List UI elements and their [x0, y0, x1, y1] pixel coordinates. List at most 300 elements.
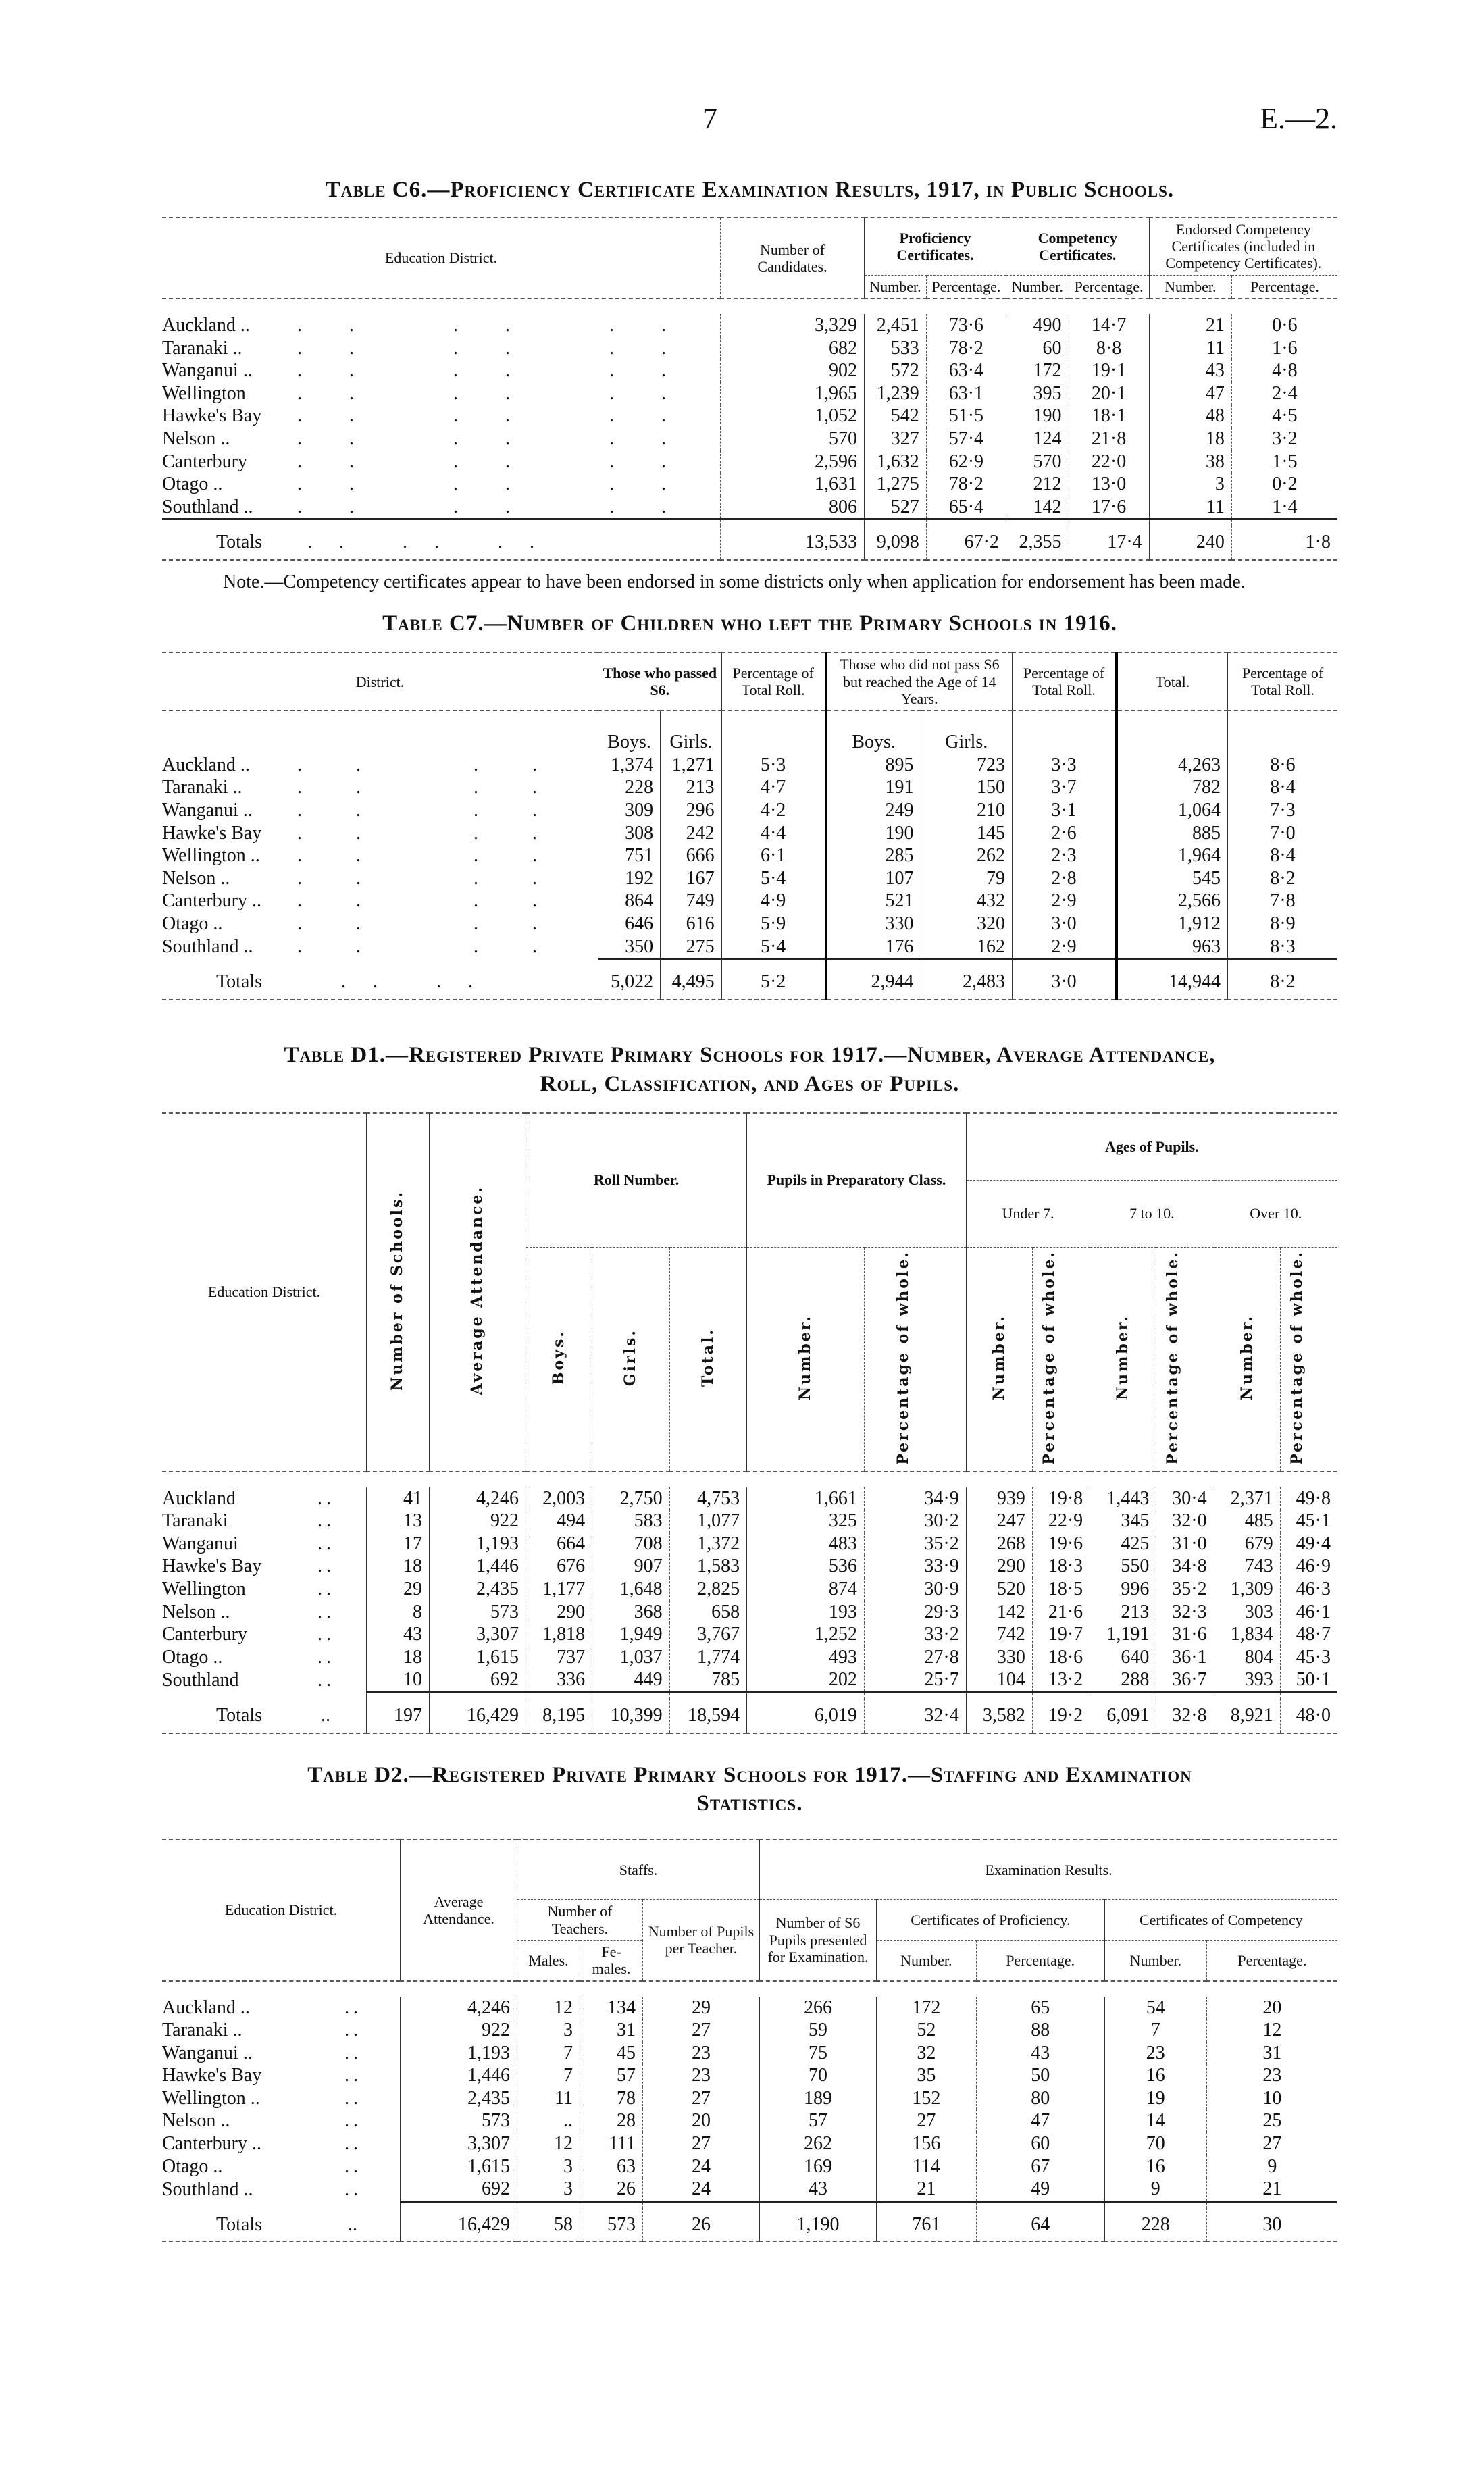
table-row	[162, 1533, 1337, 1556]
candidates-cell: 682	[721, 337, 865, 360]
prof-number-cell: 21	[877, 2178, 977, 2201]
prof-percentage-cell: 62·9	[926, 451, 1006, 473]
s6-presented-cell: 59	[760, 2019, 877, 2042]
total-females: 573	[580, 2208, 643, 2242]
prof-number-cell: 533	[865, 337, 927, 360]
7to10-pct-cell: 31·0	[1156, 1533, 1214, 1556]
passed-girls-cell: 749	[661, 890, 721, 913]
district-name: Canterbury	[162, 1624, 247, 1645]
comp-number-cell: 19	[1104, 2087, 1206, 2110]
notpassed-girls-cell: 723	[921, 754, 1012, 777]
header-7to10-number: Number.	[1114, 1314, 1132, 1400]
7to10-number-cell: 345	[1090, 1510, 1156, 1533]
comp-percentage-cell: 14·7	[1069, 314, 1149, 337]
table-d2-totals-row	[162, 2208, 1337, 2242]
leader-dots: .. .. ..	[297, 337, 713, 359]
over10-pct-cell: 48·7	[1280, 1623, 1337, 1646]
boys-cell: 737	[526, 1646, 592, 1669]
leader-dots: ..	[317, 1487, 335, 1509]
7to10-pct-cell: 32·3	[1156, 1601, 1214, 1624]
total-children-pct: 8·2	[1228, 965, 1338, 1000]
header-end-number: Number.	[1149, 275, 1231, 299]
attendance-cell: 1,615	[401, 2155, 517, 2178]
passed-boys-cell: 309	[598, 799, 661, 822]
girls-cell: 583	[592, 1510, 670, 1533]
notpassed-boys-cell: 191	[826, 776, 921, 799]
comp-percentage-cell: 20	[1206, 1997, 1337, 2020]
header-number-of-candidates: Number of Candidates.	[721, 217, 865, 299]
table-row	[162, 2178, 1337, 2201]
under7-number-cell: 330	[966, 1646, 1032, 1669]
header-roll-number: Roll Number.	[526, 1113, 747, 1248]
notpassed-girls-cell: 150	[921, 776, 1012, 799]
leader-dots: .. ..	[297, 822, 591, 844]
header-under7-pct: Percentage of whole.	[1040, 1250, 1058, 1465]
females-cell: 78	[580, 2087, 643, 2110]
comp-number-cell: 7	[1104, 2019, 1206, 2042]
table-c6	[162, 217, 1337, 561]
under7-pct-cell: 21·6	[1032, 1601, 1090, 1624]
document-page	[162, 0, 1337, 2242]
prof-number-cell: 32	[877, 2042, 977, 2065]
header-comp-number: Number.	[1006, 275, 1069, 299]
schools-cell: 41	[367, 1487, 430, 1510]
totals-label: Totals	[216, 971, 263, 993]
table-c7	[162, 652, 1337, 1000]
males-cell: ..	[517, 2109, 580, 2132]
attendance-cell: 4,246	[430, 1487, 526, 1510]
header-prof-number: Number.	[865, 275, 927, 299]
leader-dots: ..	[317, 1646, 335, 1668]
attendance-cell: 573	[401, 2109, 517, 2132]
prep-number-cell: 493	[747, 1646, 865, 1669]
district-name: Wanganui ..	[162, 360, 253, 382]
leader-dots: .. .. ..	[297, 360, 713, 382]
total-cell: 2,566	[1117, 890, 1228, 913]
notpassed-boys-cell: 895	[826, 754, 921, 777]
pupils-per-teacher-cell: 20	[643, 2109, 760, 2132]
total-cell: 1,912	[1117, 913, 1228, 935]
prof-number-cell: 327	[865, 428, 927, 451]
over10-number-cell: 679	[1214, 1533, 1280, 1556]
total-cell: 1,964	[1117, 844, 1228, 867]
total-candidates: 13,533	[721, 525, 865, 560]
comp-number-cell: 16	[1104, 2155, 1206, 2178]
schools-cell: 43	[367, 1623, 430, 1646]
table-d1-title-line1: Table D1.—Registered Private Primary Schools for 1917.—Number, Average Attendance,	[284, 1042, 1216, 1067]
notpassed-pct-cell: 2·6	[1013, 822, 1117, 845]
district-name: Southland	[162, 1670, 239, 1691]
district-name: Auckland	[162, 1487, 236, 1509]
prof-number-cell: 52	[877, 2019, 977, 2042]
passed-pct-cell: 5·4	[721, 935, 826, 959]
total-comp-percentage: 17·4	[1069, 525, 1149, 560]
end-number-cell: 11	[1149, 496, 1231, 519]
comp-percentage-cell: 27	[1206, 2132, 1337, 2155]
district-name: Canterbury	[162, 451, 247, 472]
leader-dots: .. ..	[297, 845, 591, 867]
header-preparatory-class: Pupils in Preparatory Class.	[747, 1113, 967, 1248]
7to10-pct-cell: 35·2	[1156, 1578, 1214, 1601]
header-comp-percentage: Percentage.	[1206, 1940, 1337, 1980]
s6-presented-cell: 43	[760, 2178, 877, 2201]
district-name: Wellington	[162, 1578, 246, 1599]
header-total: Total.	[698, 1327, 717, 1387]
schools-cell: 13	[367, 1510, 430, 1533]
district-name: Southland ..	[162, 2179, 253, 2201]
totals-label: Totals	[216, 532, 263, 553]
prof-number-cell: 35	[877, 2064, 977, 2087]
header-7to10-pct: Percentage of whole.	[1164, 1250, 1182, 1465]
table-c6-totals-row	[162, 525, 1337, 560]
total-cell: 885	[1117, 822, 1228, 845]
leader-dots: ..	[344, 2042, 362, 2063]
girls-cell: 1,648	[592, 1578, 670, 1601]
girls-cell: 449	[592, 1668, 670, 1692]
header-pct-total-roll-3: Percentage of Total Roll.	[1228, 652, 1338, 711]
girls-cell: 708	[592, 1533, 670, 1556]
comp-number-cell: 54	[1104, 1997, 1206, 2020]
header-females: Fe-males.	[580, 1940, 643, 1980]
table-d2-title-line2: Statistics.	[696, 1791, 803, 1816]
end-number-cell: 18	[1149, 428, 1231, 451]
candidates-cell: 806	[721, 496, 865, 519]
district-name: Otago ..	[162, 1646, 223, 1668]
leader-dots: ..	[321, 1704, 331, 1726]
table-row	[162, 1578, 1337, 1601]
end-number-cell: 48	[1149, 405, 1231, 428]
comp-number-cell: 212	[1006, 473, 1069, 496]
table-c6-note: Note.—Competency certificates appear to have been endorsed in some districts only when application for endorsement has been made.	[223, 571, 1246, 593]
total-7to10-pct: 32·8	[1156, 1699, 1214, 1733]
under7-number-cell: 268	[966, 1533, 1032, 1556]
boys-cell: 2,003	[526, 1487, 592, 1510]
passed-pct-cell: 4·2	[721, 799, 826, 822]
prof-number-cell: 172	[877, 1997, 977, 2020]
leader-dots: ..	[344, 2020, 362, 2041]
notpassed-girls-cell: 262	[921, 844, 1012, 867]
end-percentage-cell: 1·6	[1231, 337, 1337, 360]
boys-cell: 494	[526, 1510, 592, 1533]
schools-cell: 29	[367, 1578, 430, 1601]
prep-number-cell: 536	[747, 1555, 865, 1578]
pupils-per-teacher-cell: 23	[643, 2064, 760, 2087]
total-notpassed-pct: 3·0	[1013, 965, 1117, 1000]
subheader-notpassed-boys: Boys.	[826, 731, 921, 754]
prof-percentage-cell: 80	[976, 2087, 1104, 2110]
7to10-pct-cell: 30·4	[1156, 1487, 1214, 1510]
totals-label: Totals	[216, 1704, 263, 1726]
header-comp-number: Number.	[1104, 1940, 1206, 1980]
total-comp-percentage: 30	[1206, 2208, 1337, 2242]
leader-dots: .. .. ..	[297, 451, 713, 472]
table-d1-totals-row	[162, 1699, 1337, 1733]
girls-cell: 2,750	[592, 1487, 670, 1510]
attendance-cell: 3,307	[430, 1623, 526, 1646]
passed-girls-cell: 296	[661, 799, 721, 822]
7to10-number-cell: 996	[1090, 1578, 1156, 1601]
passed-boys-cell: 646	[598, 913, 661, 935]
total-pct-cell: 8·6	[1228, 754, 1338, 777]
table-row	[162, 1997, 1337, 2020]
header-under7-number: Number.	[990, 1314, 1008, 1400]
total-over10-number: 8,921	[1214, 1699, 1280, 1733]
end-percentage-cell: 0·6	[1231, 314, 1337, 337]
candidates-cell: 902	[721, 359, 865, 382]
leader-dots: .. ..	[297, 936, 591, 958]
under7-number-cell: 939	[966, 1487, 1032, 1510]
leader-dots: ..	[317, 1556, 335, 1577]
7to10-number-cell: 1,191	[1090, 1623, 1156, 1646]
end-percentage-cell: 1·5	[1231, 451, 1337, 473]
total-cell: 963	[1117, 935, 1228, 959]
notpassed-boys-cell: 285	[826, 844, 921, 867]
leader-dots: ..	[317, 1624, 335, 1645]
page-reference: E.—2.	[1260, 102, 1337, 135]
prof-number-cell: 1,239	[865, 382, 927, 405]
prof-percentage-cell: 65	[976, 1997, 1104, 2020]
end-number-cell: 38	[1149, 451, 1231, 473]
prof-percentage-cell: 65·4	[926, 496, 1006, 519]
notpassed-boys-cell: 190	[826, 822, 921, 845]
passed-boys-cell: 864	[598, 890, 661, 913]
leader-dots: .. .. ..	[307, 532, 562, 553]
prof-number-cell: 114	[877, 2155, 977, 2178]
passed-pct-cell: 6·1	[721, 844, 826, 867]
header-over-10: Over 10.	[1214, 1180, 1337, 1247]
under7-number-cell: 142	[966, 1601, 1032, 1624]
leader-dots: ..	[344, 1997, 362, 2018]
girls-cell: 907	[592, 1555, 670, 1578]
prof-percentage-cell: 43	[976, 2042, 1104, 2065]
prep-pct-cell: 27·8	[864, 1646, 966, 1669]
district-name: Taranaki ..	[162, 337, 242, 359]
header-comp-percentage: Percentage.	[1069, 275, 1149, 299]
comp-percentage-cell: 10	[1206, 2087, 1337, 2110]
prof-number-cell: 156	[877, 2132, 977, 2155]
candidates-cell: 1,052	[721, 405, 865, 428]
total-cell: 545	[1117, 867, 1228, 890]
prep-number-cell: 202	[747, 1668, 865, 1692]
passed-boys-cell: 308	[598, 822, 661, 845]
prof-percentage-cell: 60	[976, 2132, 1104, 2155]
table-row	[162, 451, 1337, 473]
end-percentage-cell: 2·4	[1231, 382, 1337, 405]
7to10-pct-cell: 32·0	[1156, 1510, 1214, 1533]
table-row	[162, 314, 1337, 337]
boys-cell: 1,818	[526, 1623, 592, 1646]
notpassed-pct-cell: 3·1	[1013, 799, 1117, 822]
notpassed-girls-cell: 210	[921, 799, 1012, 822]
7to10-pct-cell: 34·8	[1156, 1555, 1214, 1578]
total-notpassed-boys: 2,944	[826, 965, 921, 1000]
district-name: Canterbury ..	[162, 2133, 261, 2155]
7to10-pct-cell: 36·1	[1156, 1646, 1214, 1669]
district-name: Taranaki ..	[162, 777, 242, 798]
s6-presented-cell: 169	[760, 2155, 877, 2178]
total-pct-cell: 7·0	[1228, 822, 1338, 845]
7to10-pct-cell: 31·6	[1156, 1623, 1214, 1646]
over10-number-cell: 804	[1214, 1646, 1280, 1669]
s6-presented-cell: 57	[760, 2109, 877, 2132]
prof-percentage-cell: 78·2	[926, 337, 1006, 360]
passed-boys-cell: 350	[598, 935, 661, 959]
prep-number-cell: 874	[747, 1578, 865, 1601]
prof-percentage-cell: 88	[976, 2019, 1104, 2042]
total-comp-number: 2,355	[1006, 525, 1069, 560]
header-education-district: Education District.	[384, 249, 498, 267]
total-prep-pct: 32·4	[864, 1699, 966, 1733]
comp-number-cell: 190	[1006, 405, 1069, 428]
over10-pct-cell: 49·8	[1280, 1487, 1337, 1510]
under7-pct-cell: 13·2	[1032, 1668, 1090, 1692]
s6-presented-cell: 262	[760, 2132, 877, 2155]
district-name: Wellington	[162, 382, 246, 404]
under7-pct-cell: 18·3	[1032, 1555, 1090, 1578]
over10-number-cell: 2,371	[1214, 1487, 1280, 1510]
attendance-cell: 922	[430, 1510, 526, 1533]
7to10-number-cell: 425	[1090, 1533, 1156, 1556]
passed-boys-cell: 751	[598, 844, 661, 867]
table-row	[162, 2109, 1337, 2132]
leader-dots: .. ..	[297, 913, 591, 934]
leader-dots: ..	[344, 2179, 362, 2201]
boys-cell: 664	[526, 1533, 592, 1556]
table-d1-title-line2: Roll, Classification, and Ages of Pupils.	[540, 1071, 960, 1096]
over10-pct-cell: 46·3	[1280, 1578, 1337, 1601]
header-prof-percentage: Percentage.	[976, 1940, 1104, 1980]
subheader-passed-boys: Boys.	[598, 731, 661, 754]
table-row	[162, 935, 1337, 959]
header-pupils-per-teacher: Number of Pupils per Teacher.	[643, 1900, 760, 1981]
girls-cell: 1,037	[592, 1646, 670, 1669]
comp-number-cell: 172	[1006, 359, 1069, 382]
district-name: Southland ..	[162, 936, 253, 958]
prep-number-cell: 483	[747, 1533, 865, 1556]
header-boys: Boys.	[549, 1329, 567, 1385]
leader-dots: .. .. ..	[297, 496, 713, 517]
females-cell: 45	[580, 2042, 643, 2065]
notpassed-pct-cell: 2·9	[1013, 890, 1117, 913]
table-row	[162, 337, 1337, 360]
over10-pct-cell: 49·4	[1280, 1533, 1337, 1556]
roll-total-cell: 1,077	[669, 1510, 747, 1533]
total-passed-pct: 5·2	[721, 965, 826, 1000]
table-row	[162, 1601, 1337, 1624]
notpassed-pct-cell: 2·3	[1013, 844, 1117, 867]
under7-number-cell: 520	[966, 1578, 1032, 1601]
under7-number-cell: 290	[966, 1555, 1032, 1578]
pupils-per-teacher-cell: 29	[643, 1997, 760, 2020]
males-cell: 3	[517, 2155, 580, 2178]
leader-dots: .. .. ..	[297, 315, 713, 336]
schools-cell: 10	[367, 1668, 430, 1692]
total-schools: 197	[367, 1699, 430, 1733]
table-c7-totals-row	[162, 965, 1337, 1000]
roll-total-cell: 1,774	[669, 1646, 747, 1669]
prep-number-cell: 325	[747, 1510, 865, 1533]
passed-girls-cell: 242	[661, 822, 721, 845]
table-row	[162, 428, 1337, 451]
comp-percentage-cell: 8·8	[1069, 337, 1149, 360]
notpassed-girls-cell: 145	[921, 822, 1012, 845]
header-prof-percentage: Percentage.	[926, 275, 1006, 299]
7to10-number-cell: 288	[1090, 1668, 1156, 1692]
females-cell: 111	[580, 2132, 643, 2155]
prof-percentage-cell: 63·4	[926, 359, 1006, 382]
roll-total-cell: 785	[669, 1668, 747, 1692]
attendance-cell: 1,446	[401, 2064, 517, 2087]
attendance-cell: 922	[401, 2019, 517, 2042]
prof-percentage-cell: 50	[976, 2064, 1104, 2087]
notpassed-boys-cell: 249	[826, 799, 921, 822]
header-cert-proficiency: Certificates of Proficiency.	[877, 1900, 1105, 1941]
pupils-per-teacher-cell: 27	[643, 2087, 760, 2110]
over10-pct-cell: 46·9	[1280, 1555, 1337, 1578]
over10-number-cell: 1,309	[1214, 1578, 1280, 1601]
comp-number-cell: 570	[1006, 451, 1069, 473]
header-passed-s6: Those who passed S6.	[598, 652, 722, 711]
district-name: Auckland ..	[162, 315, 250, 336]
table-row	[162, 1646, 1337, 1669]
s6-presented-cell: 266	[760, 1997, 877, 2020]
total-children: 14,944	[1117, 965, 1228, 1000]
header-over10-number: Number.	[1237, 1314, 1256, 1400]
girls-cell: 1,949	[592, 1623, 670, 1646]
over10-pct-cell: 45·1	[1280, 1510, 1337, 1533]
under7-pct-cell: 19·7	[1032, 1623, 1090, 1646]
header-number-of-schools: Number of Schools.	[388, 1189, 407, 1391]
district-name: Otago ..	[162, 473, 223, 495]
comp-number-cell: 490	[1006, 314, 1069, 337]
total-pct-cell: 8·2	[1228, 867, 1338, 890]
prof-number-cell: 2,451	[865, 314, 927, 337]
table-row	[162, 844, 1337, 867]
comp-percentage-cell: 9	[1206, 2155, 1337, 2178]
comp-percentage-cell: 21·8	[1069, 428, 1149, 451]
total-girls: 10,399	[592, 1699, 670, 1733]
leader-dots: ..	[317, 1601, 335, 1622]
females-cell: 134	[580, 1997, 643, 2020]
leader-dots: .. ..	[297, 867, 591, 889]
notpassed-boys-cell: 176	[826, 935, 921, 959]
prep-pct-cell: 35·2	[864, 1533, 966, 1556]
district-name: Taranaki ..	[162, 2020, 242, 2041]
schools-cell: 18	[367, 1646, 430, 1669]
passed-boys-cell: 192	[598, 867, 661, 890]
passed-boys-cell: 228	[598, 776, 661, 799]
under7-pct-cell: 19·6	[1032, 1533, 1090, 1556]
leader-dots: ..	[344, 2087, 362, 2109]
total-males: 58	[517, 2208, 580, 2242]
district-name: Otago ..	[162, 913, 223, 934]
passed-pct-cell: 4·7	[721, 776, 826, 799]
comp-number-cell: 14	[1104, 2109, 1206, 2132]
attendance-cell: 1,193	[401, 2042, 517, 2065]
district-name: Wanganui	[162, 1533, 238, 1554]
prof-number-cell: 572	[865, 359, 927, 382]
7to10-pct-cell: 36·7	[1156, 1668, 1214, 1692]
total-attendance: 16,429	[401, 2208, 517, 2242]
over10-pct-cell: 50·1	[1280, 1668, 1337, 1692]
total-cell: 1,064	[1117, 799, 1228, 822]
7to10-number-cell: 640	[1090, 1646, 1156, 1669]
header-males: Males.	[517, 1940, 580, 1980]
header-girls: Girls.	[621, 1328, 640, 1386]
attendance-cell: 573	[430, 1601, 526, 1624]
comp-number-cell: 9	[1104, 2178, 1206, 2201]
total-passed-girls: 4,495	[661, 965, 721, 1000]
